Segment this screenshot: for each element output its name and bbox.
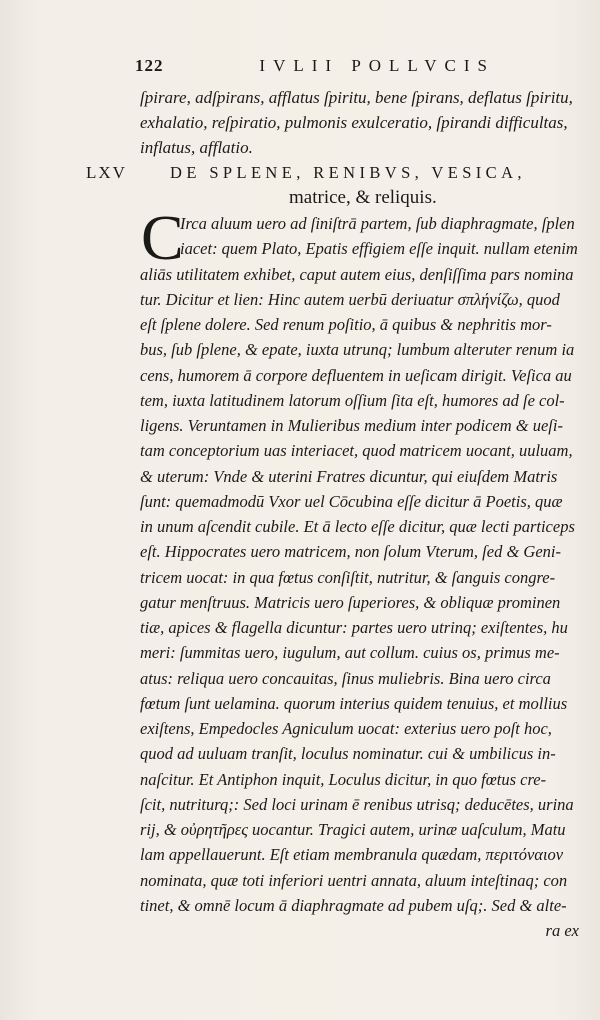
text-line: cens, humorem ā corpore defluentem in ueſicam dirigit. Veſica au <box>140 365 572 385</box>
text-line: & uterum: Vnde & uterini Fratres dicuntur, qui eiuſdem Matris <box>140 466 558 486</box>
text-line: ſpirare, adſpirans, afflatus ſpiritu, bene ſpirans, deflatus ſpiritu, <box>140 88 573 107</box>
text-line: tam conceptorium uas interiacet, quod matricem uocant, uuluam, <box>140 441 573 461</box>
chapter-title: DE SPLENE, RENIBVS, VESICA, <box>170 163 526 182</box>
text-line: tinet, & omnē locum ā diaphragmate ad pubem uſq;. Sed & alte- <box>140 895 567 915</box>
text-line: nominata, quæ toti inferiori uentri annata, aluum inteſtinaq; con <box>140 870 568 890</box>
drop-cap: C <box>141 202 184 273</box>
chapter-number: LXV <box>86 163 127 182</box>
text-line: ſunt: quemadmodū Vxor uel Cōcubina eſſe dicitur ā Poetis, quæ <box>140 491 563 511</box>
text-line: ſcit, nutriturq;: Sed loci urinam ē renibus utrisq; deducētes, urina <box>140 794 574 814</box>
text-line: inflatus, afflatio. <box>140 137 253 157</box>
text-line: bus, ſub ſplene, & epate, iuxta utrunq; lumbum alteruter renum ia <box>140 340 575 360</box>
text-line: eſt. Hippocrates uero matricem, non ſolum Vterum, ſed & Geni- <box>140 542 561 562</box>
text-line: rij, & οὐρητῆρες uocantur. Tragici autem, urinæ uaſculum, Matu <box>140 820 566 839</box>
preceding-text <box>140 86 580 161</box>
text-line: ligens. Veruntamen in Mulieribus medium inter podicem & ueſi- <box>140 416 563 435</box>
catchword: ra ex <box>545 921 579 940</box>
text-line: gatur menſtruus. Matricis uero ſuperiores, & obliquæ prominen <box>140 592 561 612</box>
running-head <box>135 56 495 76</box>
text-line: atus: reliqua uero concauitas, ſinus muliebris. Bina uero circa <box>140 668 551 688</box>
text-line: lam appellauerunt. Eſt etiam membranula quædam, περιτόναιον <box>140 845 564 865</box>
chapter-subtitle: matrice, & reliquis. <box>289 187 437 208</box>
text-line: tem, iuxta latitudinem latorum oſſium ſita eſt, humores ad ſe col- <box>140 390 565 410</box>
text-line: eſt ſplene dolere. Sed renum poſitio, ā quibus & nephritis mor- <box>140 315 552 334</box>
text-line: in unum aſcendit cubile. Et ā lecto eſſe dicitur, quæ lecti particeps <box>140 517 575 536</box>
text-line: iacet: quem Plato, Epatis effigiem eſſe inquit. nullam etenim <box>180 239 578 259</box>
text-line: fœtum ſunt uelamina. quorum interius quidem tenuius, et mollius <box>140 693 568 713</box>
text-line: tiæ, apices & flagella dicuntur: partes uero utrinq; exiſtentes, hu <box>140 618 568 637</box>
chapter-body <box>140 202 585 943</box>
text-line: exiſtens, Empedocles Agniculum uocat: exterius uero poſt hoc, <box>140 719 552 738</box>
text-line: tricem uocat: in qua fœtus conſiſtit, nutritur, & ſanguis congre- <box>140 567 556 587</box>
text-line: naſcitur. Et Antiphon inquit, Loculus dicitur, in quo fœtus cre- <box>140 769 547 789</box>
text-line: meri: ſummitas uero, iugulum, aut collum. cuius os, primus me- <box>140 643 560 663</box>
page-number: 122 <box>135 56 164 75</box>
text-line: aliās utilitatem exhibet, caput autem eius, denſiſſima pars nomina <box>140 264 574 284</box>
text-line: quod ad uuluam tranſit, loculus nominatur. cui & umbilicus in- <box>140 744 556 764</box>
running-title: IVLII POLLVCIS <box>259 56 495 75</box>
text-line: tur. Dicitur et lien: Hinc autem uerbū deriuatur σπλήνίζω, quod <box>140 289 560 309</box>
text-line: Irca aluum uero ad ſiniſtrā partem, ſub diaphragmate, ſplen <box>180 214 575 233</box>
text-line: exhalatio, reſpiratio, pulmonis exulceratio, ſpirandi difficultas, <box>140 112 568 132</box>
